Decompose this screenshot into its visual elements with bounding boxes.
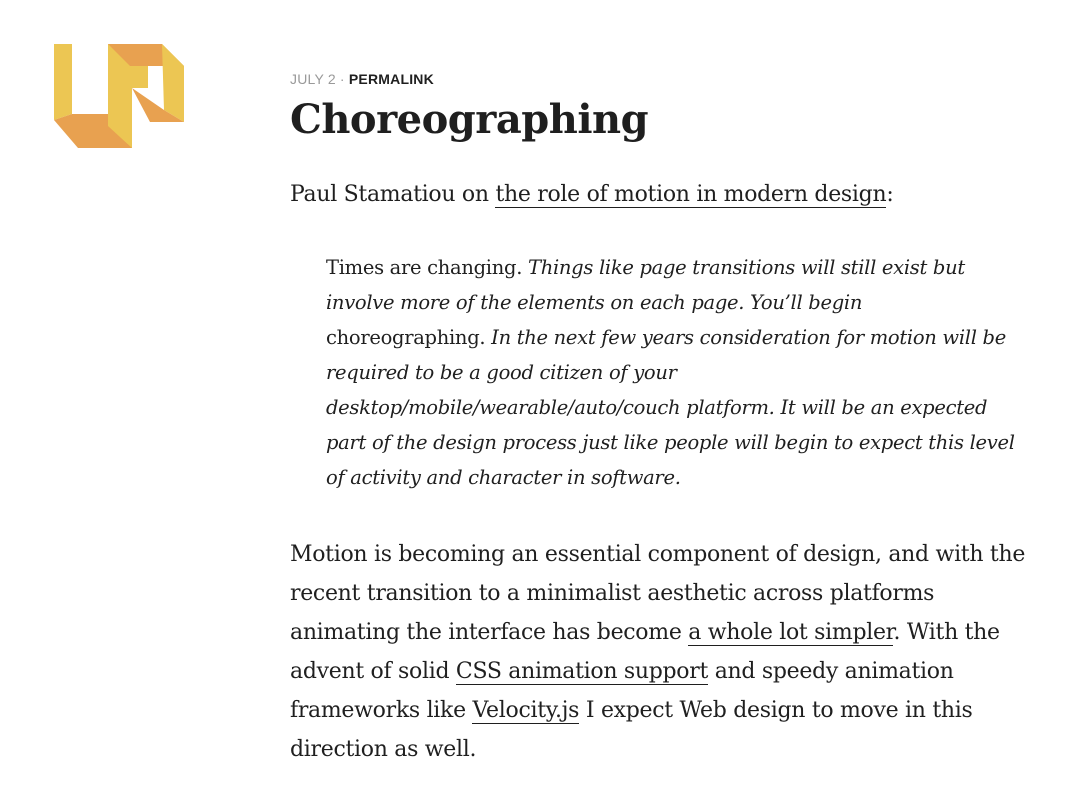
- meta-separator: ·: [339, 71, 345, 87]
- role-of-motion-link[interactable]: the role of motion in modern design: [495, 182, 887, 207]
- permalink-link[interactable]: PERMALINK: [348, 71, 434, 87]
- post-meta: [290, 70, 1060, 88]
- intro-text: Paul Stamatiou on: [290, 182, 496, 207]
- quote-text: Times are changing.: [326, 256, 528, 279]
- quote-italic-text: In the next few years consideration for motion will be required to be a good citizen of your desktop/mobile/wearable/auto/couch platform. It will be an expected part of the design process just like people will begin to expect this level of activity and character in software.: [326, 326, 1015, 489]
- post-date: JULY 2: [290, 71, 336, 87]
- body-text: . With the advent of solid: [290, 620, 1000, 684]
- body-text: I expect Web design to move in this direction as well.: [290, 698, 973, 762]
- quote-text: choreographing.: [326, 326, 492, 349]
- css-animation-support-link[interactable]: CSS animation support: [455, 659, 709, 684]
- body-text: and speedy animation frameworks like: [290, 659, 954, 723]
- site-logo-icon[interactable]: [52, 40, 188, 152]
- quote-italic-text: Things like page transitions will still exist but involve more of the elements on each page. You’ll begin: [326, 256, 965, 314]
- intro-suffix: :: [886, 182, 894, 207]
- post-title: Choreographing: [290, 96, 649, 143]
- velocity-js-link[interactable]: Velocity.js: [472, 698, 580, 723]
- article: [290, 70, 1060, 769]
- body-text: Motion is becoming an essential component of design, and with the recent transition to a minimalist aesthetic across platforms animating the interface has become: [290, 542, 1026, 645]
- blockquote: [326, 250, 1016, 495]
- body-paragraph: [290, 535, 1050, 769]
- intro-paragraph: [290, 180, 1060, 210]
- whole-lot-simpler-link[interactable]: a whole lot simpler: [688, 620, 894, 645]
